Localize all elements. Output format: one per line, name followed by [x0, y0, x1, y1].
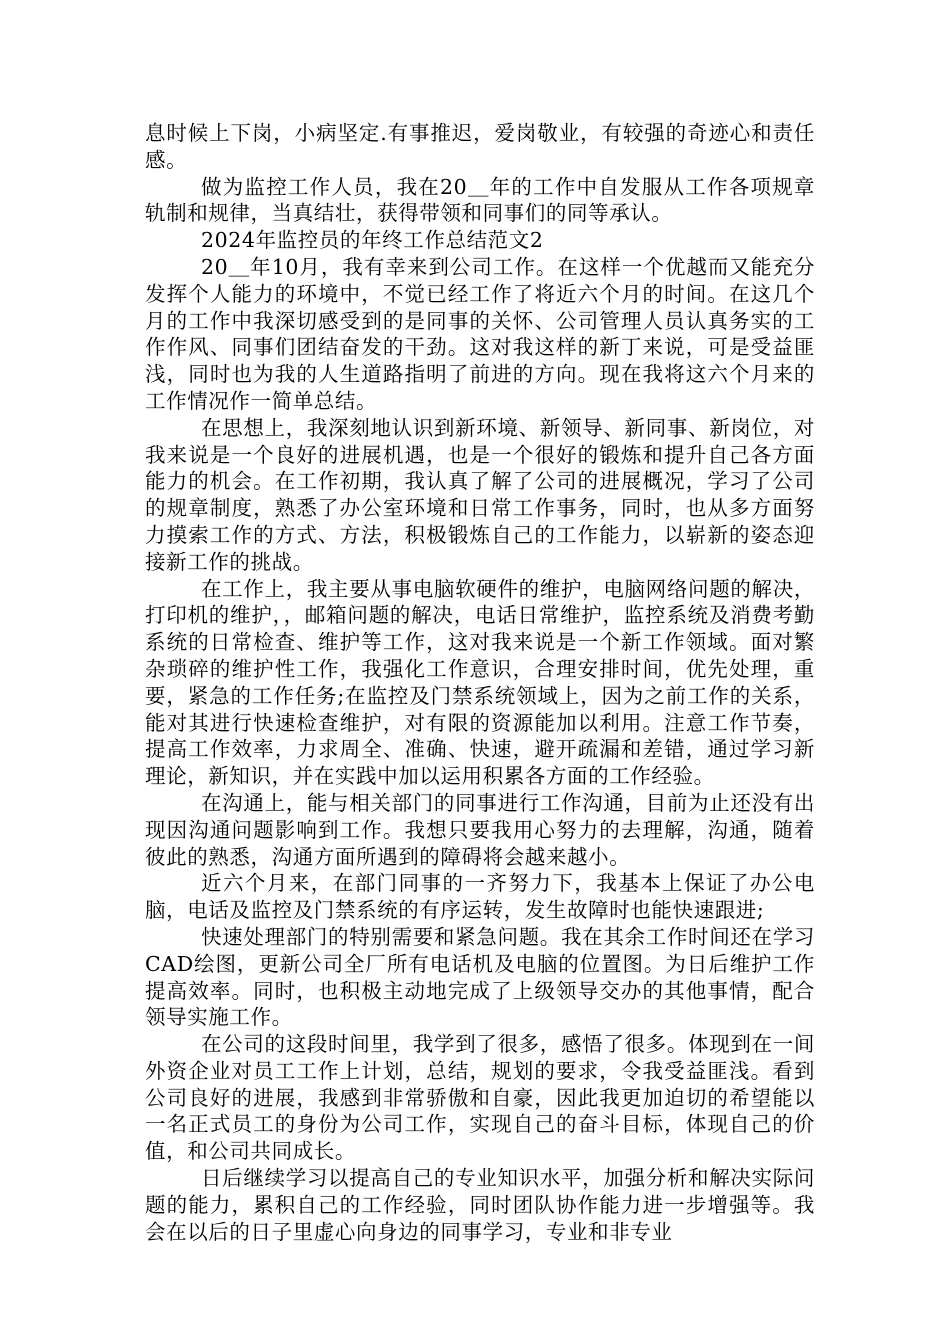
paragraph-9: 在公司的这段时间里，我学到了很多，感悟了很多。体现到在一间外资企业对员工工作上计划，总结，规划的要求，令我受益匪浅。看到公司良好的进展，我感到非常骄傲和自豪，因此我更加迫切的希望能以一名正式员工的身份为公司工作，实现自己的奋斗目标，体现自己的价值，和公司共同成长。: [145, 1032, 815, 1164]
paragraph-5: 在工作上，我主要从事电脑软硬件的维护，电脑网络问题的解决，打印机的维护，，邮箱问题的解决，电话日常维护，监控系统及消费考勤系统的日常检查、维护等工作，这对我来说是一个新工作领域。面对繁杂琐碎的维护性工作，我强化工作意识，合理安排时间，优先处理，重要，紧急的工作任务;在监控及门禁系统领域上，因为之前工作的关系，能对其进行快速检查维护，对有限的资源能加以利用。注意工作节奏，提高工作效率，力求周全、准确、快速，避开疏漏和差错，通过学习新理论，新知识，并在实践中加以运用积累各方面的工作经验。: [145, 576, 815, 789]
document-body: [145, 120, 815, 1245]
paragraph-10: 日后继续学习以提高自己的专业知识水平，加强分析和解决实际问题的能力，累积自己的工作经验，同时团队协作能力进一步增强等。我会在以后的日子里虚心向身边的同事学习，专业和非专业: [145, 1166, 815, 1244]
paragraph-3: 20＿年10月，我有幸来到公司工作。在这样一个优越而又能充分发挥个人能力的环境中，不觉已经工作了将近六个月的时间。在这几个月的工作中我深切感受到的是同事的关怀、公司管理人员认真务实的工作作风、同事们团结奋发的干劲。这对我这样的新丁来说，可是受益匪浅，同时也为我的人生道路指明了前进的方向。现在我将这六个月来的工作情况作一简单总结。: [145, 254, 815, 413]
paragraph-4: 在思想上，我深刻地认识到新环境、新领导、新同事、新岗位，对我来说是一个良好的进展机遇，也是一个很好的锻炼和提升自己各方面能力的机会。在工作初期，我认真了解了公司的进展概况，学习了公司的规章制度，熟悉了办公室环境和日常工作事务，同时，也从多方面努力摸索工作的方式、方法，积极锻炼自己的工作能力，以崭新的姿态迎接新工作的挑战。: [145, 415, 815, 574]
paragraph-2: 做为监控工作人员，我在20＿年的工作中自发服从工作各项规章轨制和规律，当真结壮，获得带领和同事们的同等承认。: [145, 174, 815, 226]
paragraph-6: 在沟通上，能与相关部门的同事进行工作沟通，目前为止还没有出现因沟通问题影响到工作。我想只要我用心努力的去理解，沟通，随着彼此的熟悉，沟通方面所遇到的障碍将会越来越小。: [145, 790, 815, 869]
section-heading: 2024年监控员的年终工作总结范文2: [201, 228, 544, 253]
paragraph-8: 快速处理部门的特别需要和紧急问题。我在其余工作时间还在学习CAD绘图，更新公司全厂所有电话机及电脑的位置图。为日后维护工作提高效率。同时，也积极主动地完成了上级领导交办的其他事情，配合领导实施工作。: [145, 924, 815, 1030]
paragraph-7: 近六个月来，在部门同事的一齐努力下，我基本上保证了办公电脑，电话及监控及门禁系统的有序运转，发生故障时也能快速跟进;: [145, 871, 815, 923]
paragraph-1: 息时候上下岗，小病坚定.有事推迟，爱岗敬业，有较强的奇迹心和责任感。: [145, 121, 815, 172]
